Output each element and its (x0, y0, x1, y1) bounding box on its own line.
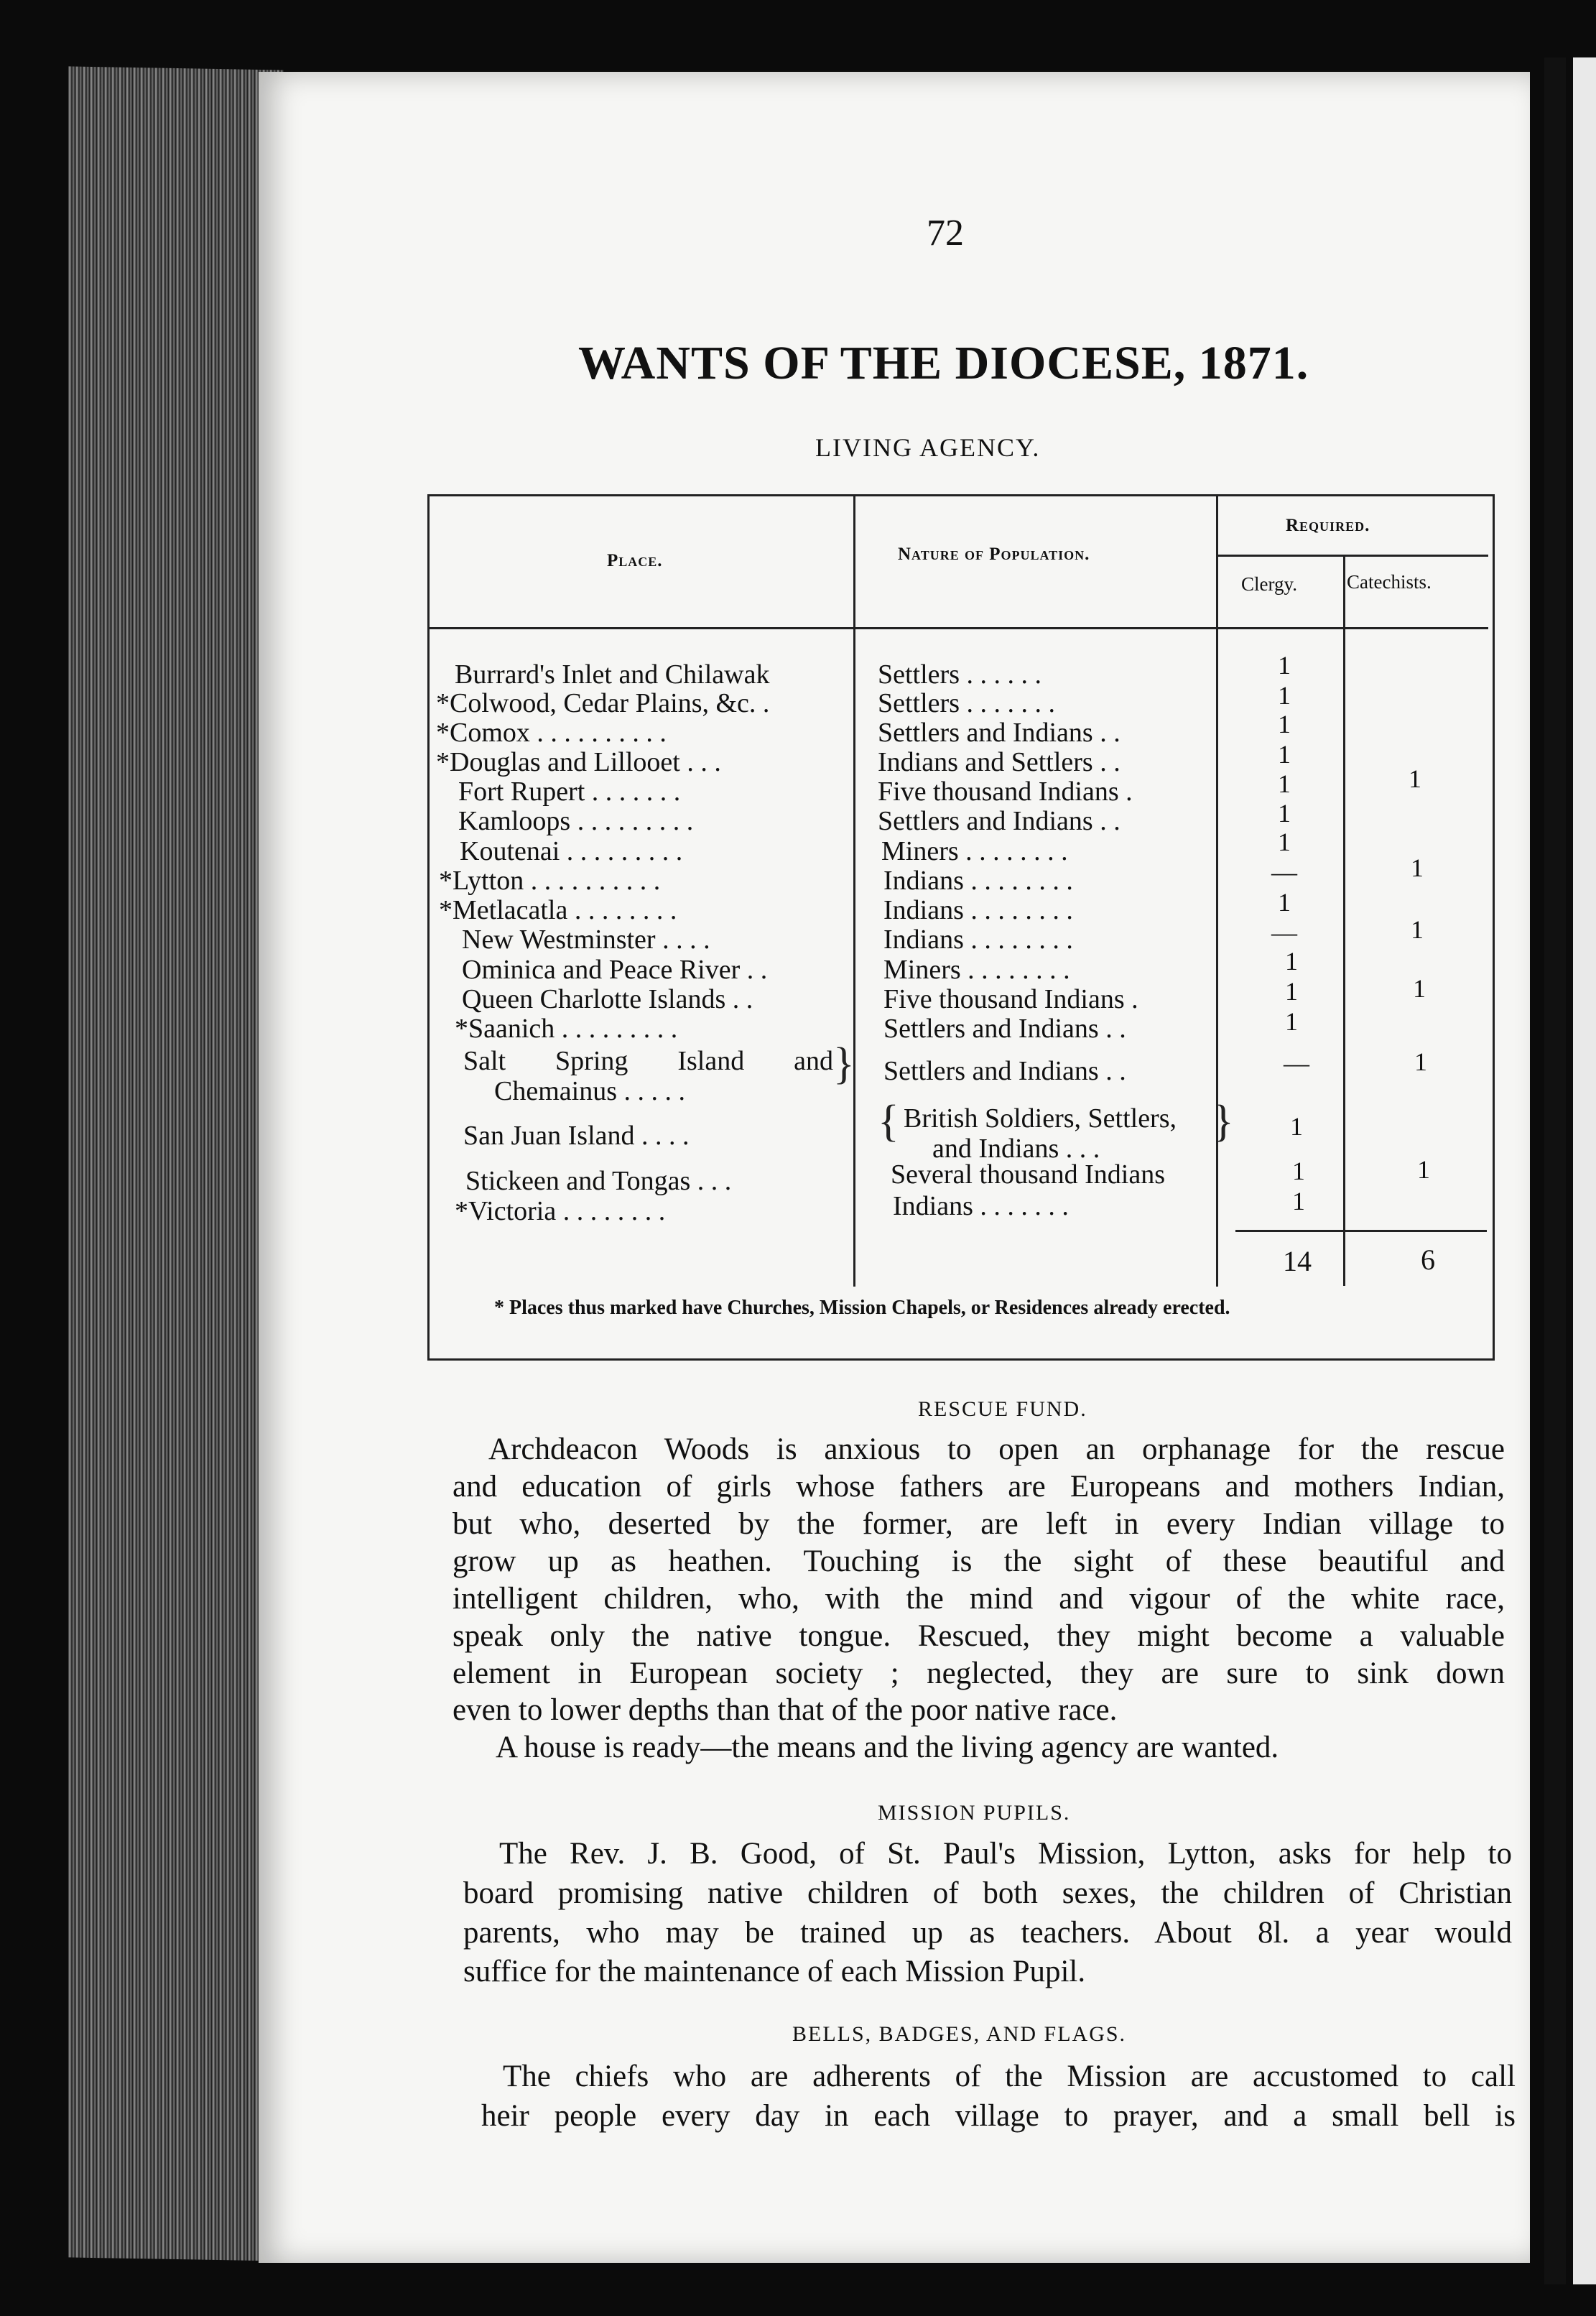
page-title: WANTS OF THE DIOCESE, 1871. (578, 337, 1309, 389)
row-place: Koutenai . . . . . . . . . (460, 836, 683, 866)
column-divider (1216, 496, 1218, 1287)
row-place: Salt Spring Island and (463, 1046, 833, 1076)
row-clergy: 1 (1292, 1187, 1305, 1215)
row-place: Kamloops . . . . . . . . . (458, 806, 694, 836)
row-nature: Settlers and Indians . . (878, 718, 1121, 748)
row-nature-continued: and Indians . . . (932, 1134, 1100, 1164)
row-clergy: 1 (1292, 1157, 1305, 1185)
row-nature: Five thousand Indians . (878, 777, 1133, 807)
row-clergy: 1 (1285, 1007, 1298, 1036)
row-nature: Settlers . . . . . . (878, 659, 1041, 690)
row-clergy: 1 (1290, 1112, 1303, 1141)
paragraph-line: heir people every day in each village to prayer, and a small bell is (481, 2099, 1516, 2133)
row-clergy: — (1284, 1049, 1309, 1078)
row-nature: British Soldiers, Settlers, (904, 1103, 1177, 1134)
paragraph-line: parents, who may be trained up as teachers. About 8l. a year would (463, 1916, 1512, 1950)
paragraph-line: Archdeacon Woods is anxious to open an orphanage for the rescue (488, 1432, 1505, 1466)
mission-pupils-heading: MISSION PUPILS. (878, 1801, 1071, 1825)
row-place: *Victoria . . . . . . . . (455, 1196, 666, 1226)
row-place: Burrard's Inlet and Chilawak (455, 659, 770, 690)
row-clergy: 1 (1278, 710, 1291, 738)
header-required: Required. (1286, 516, 1370, 535)
row-nature: Settlers . . . . . . . (878, 688, 1055, 718)
column-divider (1343, 557, 1345, 1286)
row-clergy: 1 (1285, 947, 1298, 976)
row-nature: Settlers and Indians . . (883, 1056, 1126, 1086)
row-place: *Comox . . . . . . . . . . (436, 718, 667, 748)
row-place: Queen Charlotte Islands . . (462, 984, 753, 1014)
row-nature: Settlers and Indians . . (878, 806, 1121, 836)
total-catechists: 6 (1421, 1243, 1435, 1276)
row-clergy: 1 (1278, 828, 1291, 856)
paragraph-line: element in European society ; neglected, they are sure to sink down (453, 1657, 1505, 1690)
header-rule (430, 627, 1488, 629)
row-place: *Colwood, Cedar Plains, &c. . (436, 688, 770, 718)
paragraph-line: The Rev. J. B. Good, of St. Paul's Mission, Lytton, asks for help to (499, 1837, 1512, 1871)
row-place: Ominica and Peace River . . (462, 955, 768, 985)
row-nature: Indians . . . . . . . . (883, 925, 1073, 955)
header-rule (1218, 555, 1488, 557)
header-nature: Nature of Population. (898, 545, 1090, 564)
row-clergy: 1 (1278, 681, 1291, 710)
row-place: *Douglas and Lillooet . . . (436, 747, 721, 777)
row-clergy: 1 (1278, 651, 1291, 680)
row-clergy: 1 (1285, 977, 1298, 1006)
header-clergy: Clergy. (1241, 573, 1297, 595)
brace-icon: } (1212, 1097, 1234, 1146)
row-catechists: 1 (1413, 974, 1426, 1003)
row-catechists: 1 (1411, 915, 1424, 944)
row-nature: Five thousand Indians . (883, 984, 1138, 1014)
row-nature: Indians . . . . . . . (893, 1191, 1069, 1221)
row-clergy: 1 (1278, 740, 1291, 769)
row-catechists: 1 (1414, 1047, 1427, 1076)
row-nature: Indians . . . . . . . . (883, 895, 1073, 925)
row-place: San Juan Island . . . . (463, 1121, 690, 1151)
header-catechists: Catechists. (1347, 571, 1432, 593)
totals-rule (1235, 1230, 1487, 1232)
paragraph-line: grow up as heathen. Touching is the sight of these beautiful and (453, 1544, 1505, 1578)
paragraph-line: board promising native children of both sexes, the children of Christian (463, 1876, 1512, 1910)
paragraph-line: A house is ready—the means and the living agency are wanted. (496, 1731, 1279, 1764)
row-catechists: 1 (1417, 1155, 1430, 1184)
brace-icon: { (878, 1097, 899, 1146)
row-nature: Miners . . . . . . . . (881, 836, 1068, 866)
paragraph-line: suffice for the maintenance of each Mission Pupil. (463, 1955, 1086, 1988)
row-place: Stickeen and Tongas . . . (465, 1166, 732, 1196)
row-catechists: 1 (1411, 853, 1424, 882)
rescue-fund-heading: RESCUE FUND. (918, 1397, 1087, 1421)
row-place-continued: Chemainus . . . . . (494, 1076, 685, 1106)
row-nature: Miners . . . . . . . . (883, 955, 1070, 985)
book-page-edges (68, 66, 284, 2261)
paragraph-line: intelligent children, who, with the mind and vigour of the white race, (453, 1582, 1505, 1616)
row-place: New Westminster . . . . (462, 925, 710, 955)
column-divider (853, 496, 855, 1287)
row-nature: Several thousand Indians (891, 1159, 1166, 1190)
row-clergy: 1 (1278, 799, 1291, 828)
row-place: *Saanich . . . . . . . . . (455, 1014, 678, 1044)
scan-margin (1573, 57, 1596, 2284)
bells-heading: BELLS, BADGES, AND FLAGS. (792, 2022, 1127, 2046)
table-footnote: * Places thus marked have Churches, Mission Chapels, or Residences already erected. (494, 1297, 1230, 1319)
row-place: *Metlacatla . . . . . . . . (439, 895, 677, 925)
total-clergy: 14 (1283, 1245, 1312, 1277)
header-place: Place. (607, 551, 663, 570)
paragraph-line: even to lower depths than that of the poor native race. (453, 1693, 1118, 1727)
row-place: *Lytton . . . . . . . . . . (439, 866, 661, 896)
page-number: 72 (927, 213, 964, 254)
row-nature: Indians . . . . . . . . (883, 866, 1073, 896)
paragraph-line: but who, deserted by the former, are left in every Indian village to (453, 1507, 1505, 1541)
paragraph-line: and education of girls whose fathers are Europeans and mothers Indian, (453, 1470, 1505, 1504)
row-place: Fort Rupert . . . . . . . (458, 777, 681, 807)
paragraph-line: The chiefs who are adherents of the Mission are accustomed to call (503, 2060, 1516, 2093)
row-clergy: — (1271, 858, 1297, 886)
row-catechists: 1 (1409, 764, 1421, 793)
section-subtitle: LIVING AGENCY. (815, 433, 1041, 462)
paragraph-line: speak only the native tongue. Rescued, they might become a valuable (453, 1619, 1505, 1653)
row-clergy: 1 (1278, 888, 1291, 917)
row-clergy: — (1271, 918, 1297, 947)
row-nature: Settlers and Indians . . (883, 1014, 1126, 1044)
brace-icon: } (833, 1039, 855, 1088)
scan-border (1544, 57, 1566, 2284)
row-nature: Indians and Settlers . . (878, 747, 1121, 777)
row-clergy: 1 (1278, 769, 1291, 798)
